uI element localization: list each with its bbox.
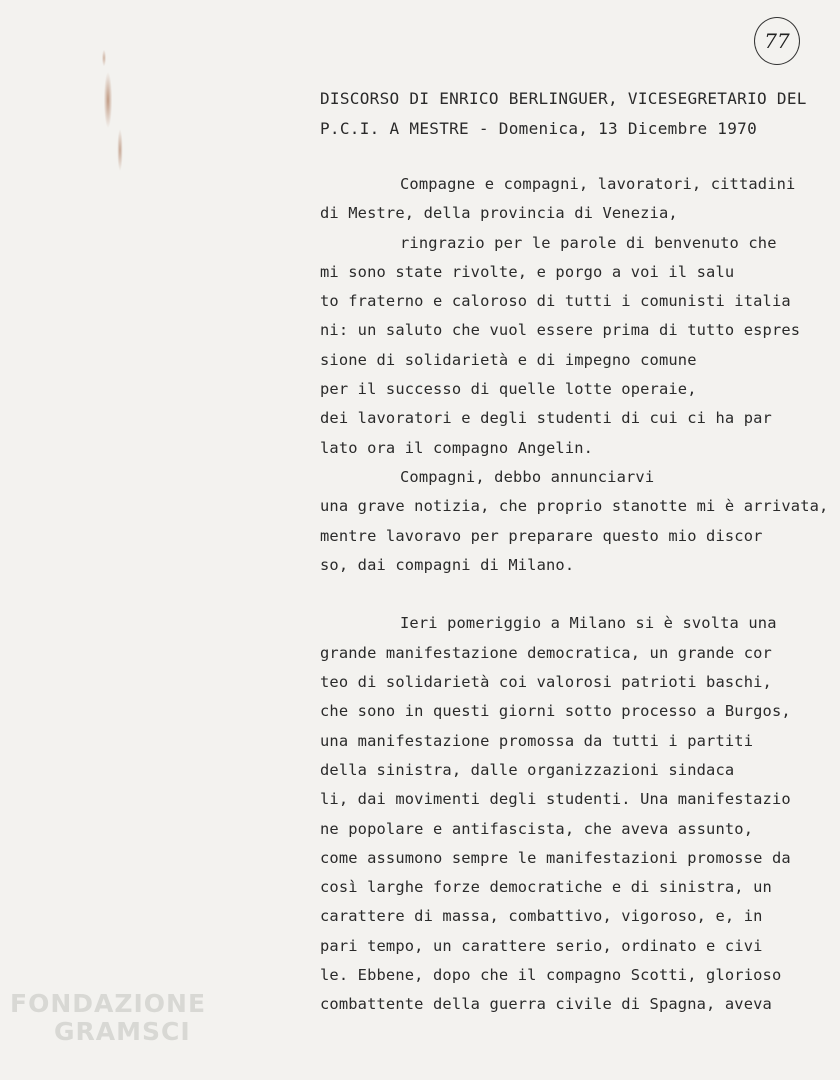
text-line: mentre lavoravo per preparare questo mio discor (320, 526, 763, 545)
watermark-line: FONDAZIONE (10, 989, 207, 1018)
title-line: P.C.I. A MESTRE - Domenica, 13 Dicembre 1970 (320, 119, 758, 138)
text-line: che sono in questi giorni sotto processo a Burgos, (320, 702, 791, 721)
text-line: li, dai movimenti degli studenti. Una manifestazio (320, 790, 791, 809)
text-line: come assumono sempre le manifestazioni promosse da (320, 848, 791, 867)
text-line: dei lavoratori e degli studenti di cui ci ha par (320, 409, 772, 428)
text-line: pari tempo, un carattere serio, ordinato e civi (320, 936, 763, 955)
text-line: una grave notizia, che proprio stanotte mi è arrivata, (320, 497, 829, 516)
text-line: Compagni, debbo annunciarvi (400, 467, 655, 486)
text-line: combattente della guerra civile di Spagna, aveva (320, 995, 772, 1014)
document-title (320, 84, 807, 144)
text-line: sione di solidarietà e di impegno comune (320, 350, 697, 369)
text-line: teo di solidarietà coi valorosi patrioti baschi, (320, 673, 772, 692)
text-line: per il successo di quelle lotte operaie, (320, 380, 697, 399)
watermark-logo (10, 990, 206, 1046)
text-line: so, dai compagni di Milano. (320, 555, 575, 574)
text-line (320, 580, 826, 609)
text-line: della sinistra, dalle organizzazioni sindaca (320, 760, 735, 779)
text-line: ringrazio per le parole di benvenuto che (400, 233, 777, 252)
page-number: 77 (754, 17, 800, 65)
paper-stain (96, 40, 136, 200)
text-line: carattere di massa, combattivo, vigoroso, e, in (320, 907, 763, 926)
text-line: le. Ebbene, dopo che il compagno Scotti, glorioso (320, 966, 782, 985)
text-line: lato ora il compagno Angelin. (320, 438, 594, 457)
speech-text (320, 170, 829, 1020)
title-line: DISCORSO DI ENRICO BERLINGUER, VICESEGRETARIO DEL (320, 89, 807, 108)
text-line: ni: un saluto che vuol essere prima di tutto espres (320, 321, 801, 340)
text-line: to fraterno e caloroso di tutti i comunisti italia (320, 292, 791, 311)
text-line: mi sono state rivolte, e porgo a voi il salu (320, 262, 735, 281)
text-line: così larghe forze democratiche e di sinistra, un (320, 878, 772, 897)
text-line: una manifestazione promossa da tutti i partiti (320, 731, 754, 750)
watermark-line: GRAMSCI (54, 1017, 191, 1046)
text-line: grande manifestazione democratica, un grande cor (320, 643, 772, 662)
text-line: ne popolare e antifascista, che aveva assunto, (320, 819, 754, 838)
text-line: Compagne e compagni, lavoratori, cittadini (400, 175, 796, 193)
text-line: Ieri pomeriggio a Milano si è svolta una (400, 614, 777, 633)
text-line: di Mestre, della provincia di Venezia, (320, 204, 678, 223)
